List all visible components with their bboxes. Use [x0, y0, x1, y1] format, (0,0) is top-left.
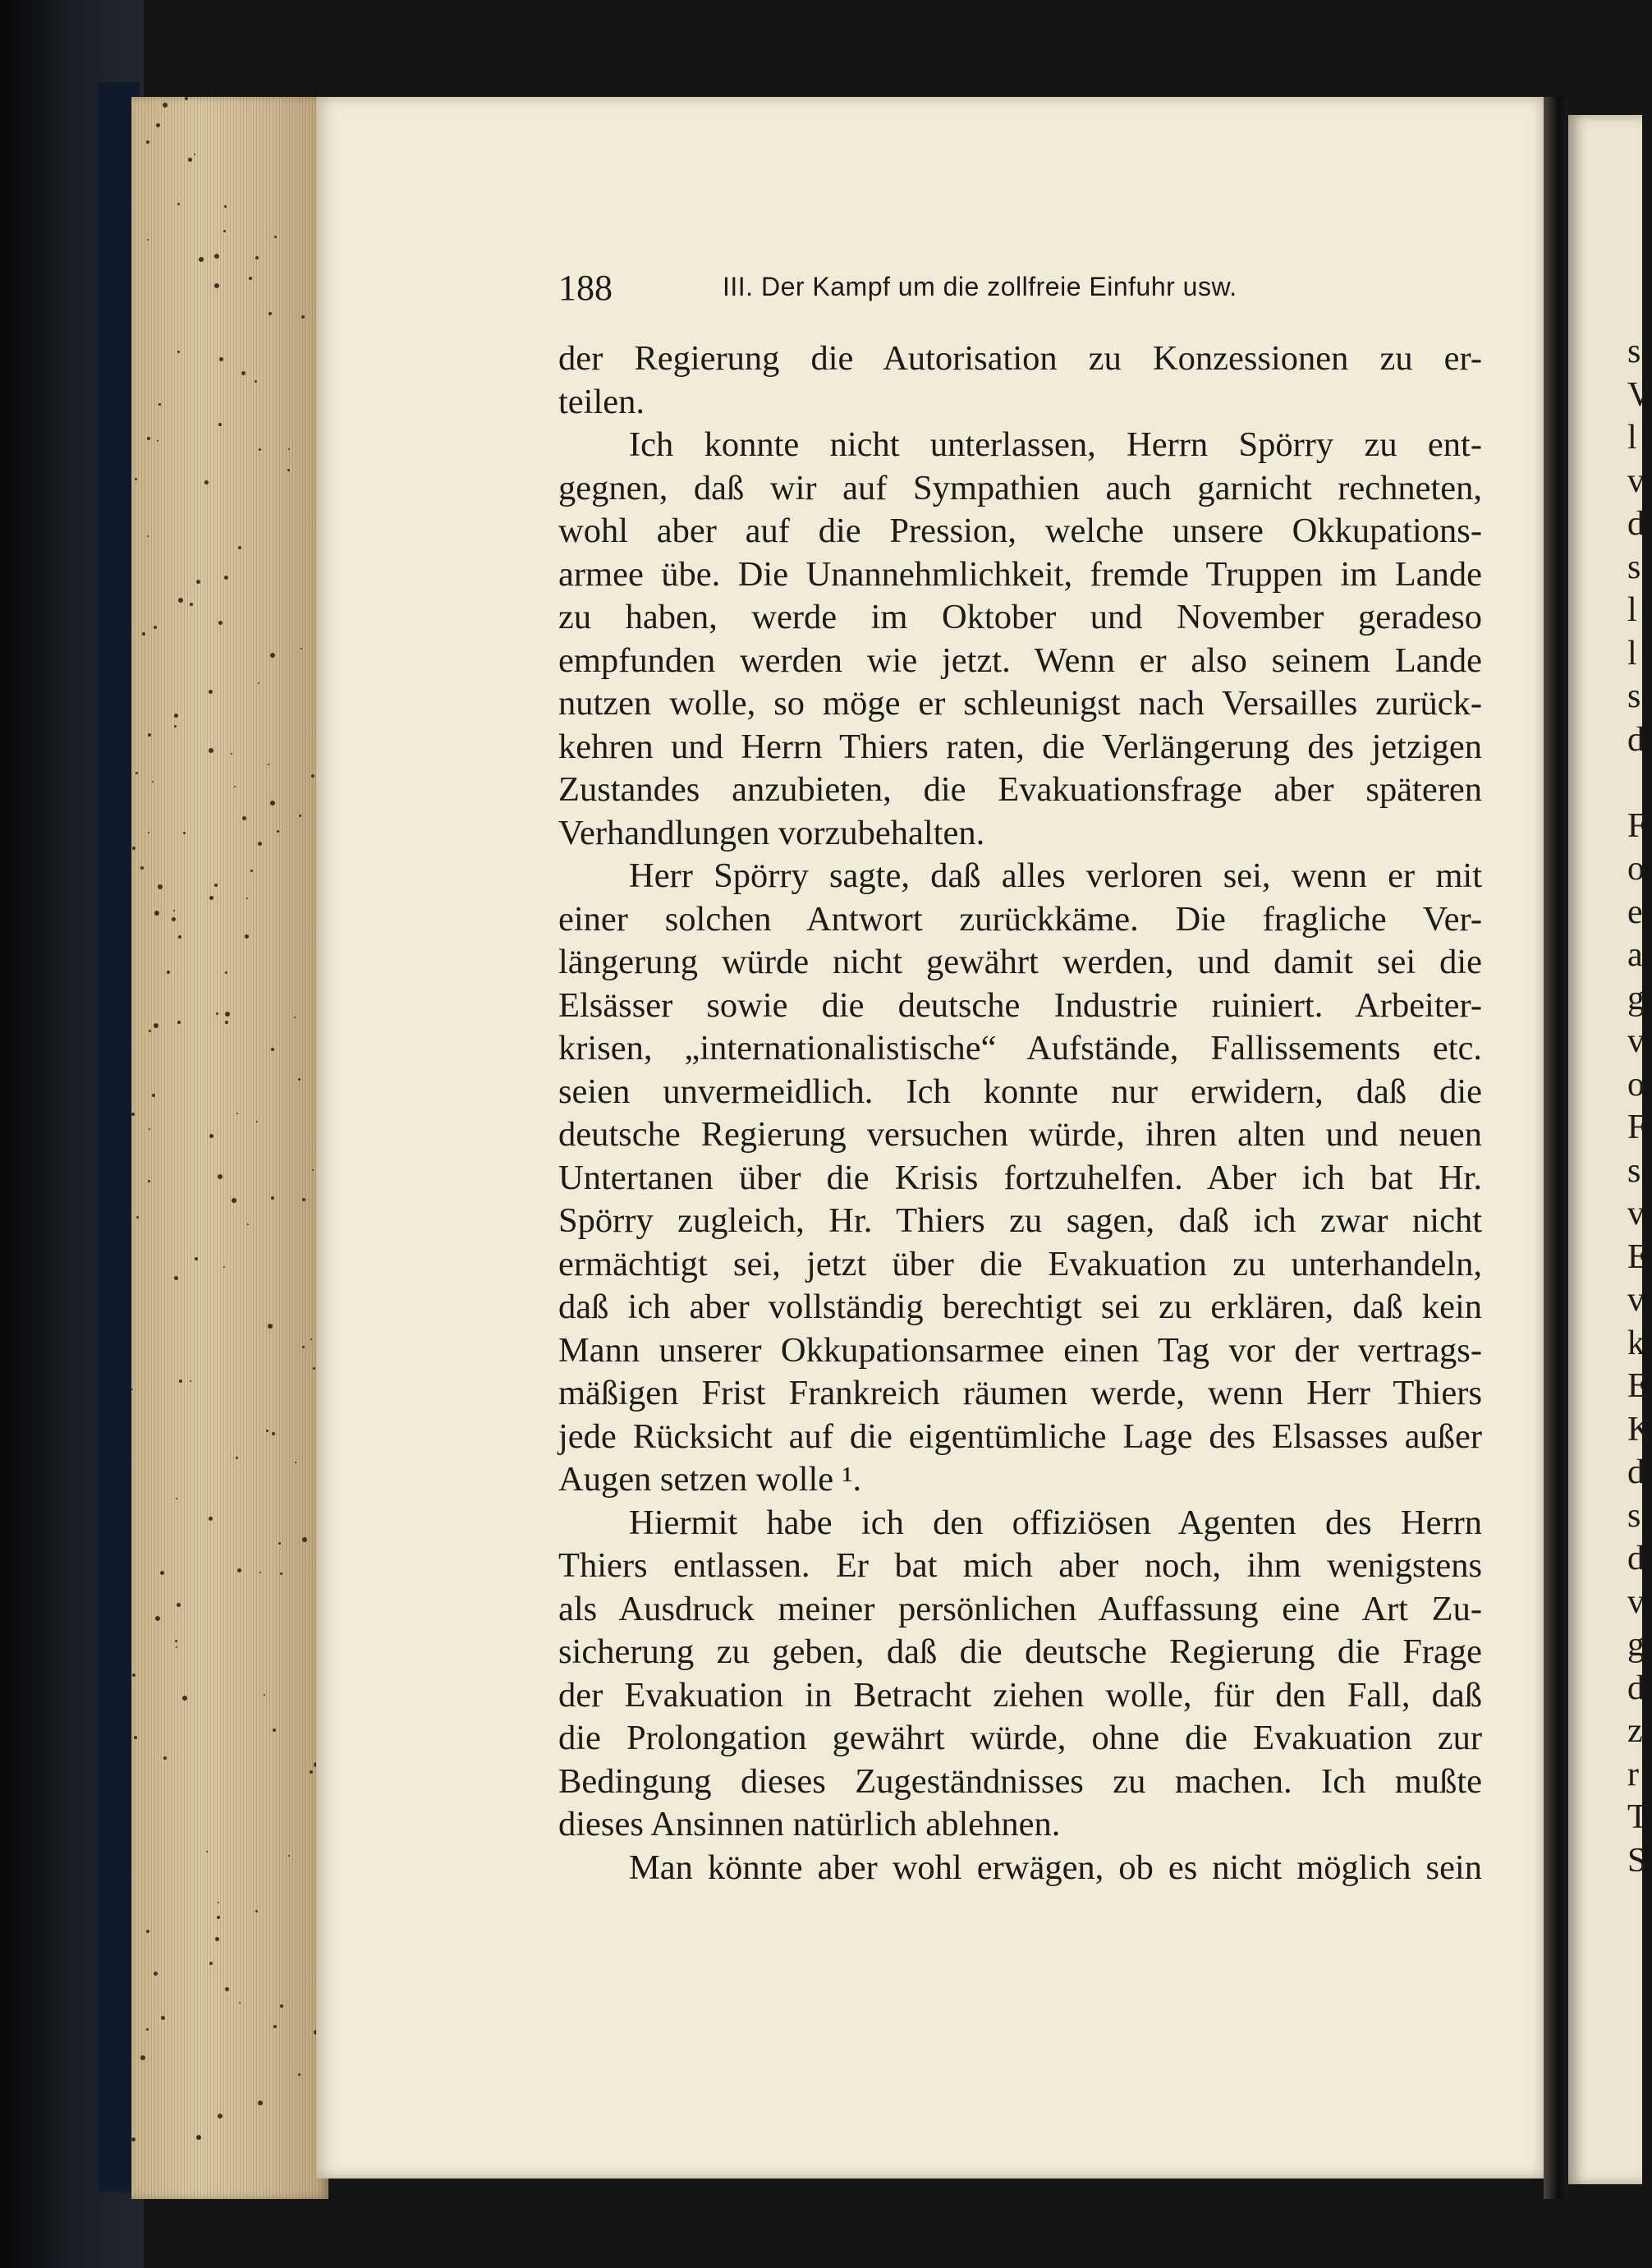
edge-speckle [177, 1603, 181, 1607]
edge-speckle [161, 2016, 165, 2020]
facing-page-fragment: o [1627, 1065, 1645, 1104]
edge-speckle [218, 1174, 223, 1179]
text-line: die Prolongation gewährt würde, ohne die Evakuation zur [558, 1719, 1482, 1757]
edge-speckle [176, 1646, 177, 1648]
edge-speckle [178, 935, 181, 939]
edge-speckle [302, 1198, 305, 1201]
edge-speckle [294, 1017, 296, 1018]
edge-speckle [155, 1616, 160, 1621]
edge-speckle [135, 478, 137, 480]
edge-speckle [214, 884, 218, 887]
edge-speckle [190, 603, 193, 606]
facing-page-fragment: s [1627, 548, 1641, 586]
text-line: kehren und Herrn Thiers raten, die Verlängerung des jetzigen [558, 727, 1482, 766]
edge-speckle [298, 2073, 301, 2076]
edge-speckle [258, 682, 259, 684]
text-line: als Ausdruck meiner persönlichen Auffassung eine Art Zu- [558, 1589, 1482, 1628]
text-line: gegnen, daß wir auf Sympathien auch garnicht rechneten, [558, 468, 1482, 507]
facing-page-fragment: g [1627, 1626, 1645, 1664]
edge-speckle [214, 283, 219, 288]
edge-speckle [216, 1012, 218, 1015]
text-line: Mann unserer Okkupationsarmee einen Tag vor der vertrags- [558, 1330, 1482, 1370]
edge-speckle [140, 2055, 145, 2060]
edge-speckle [255, 1910, 258, 1912]
edge-speckle [246, 898, 248, 899]
edge-speckle [299, 815, 301, 817]
edge-speckle [148, 733, 151, 737]
text-line: Elsässer sowie die deutsche Industrie ruiniert. Arbeiter- [558, 985, 1482, 1025]
facing-page-fragment: v [1627, 1582, 1645, 1621]
edge-speckle [142, 632, 145, 636]
book-cover-left [0, 0, 144, 2268]
facing-page-fragment: v [1627, 1022, 1645, 1060]
text-line: sicherung zu geben, daß die deutsche Regierung die Frage [558, 1632, 1482, 1671]
edge-speckle [182, 1696, 187, 1701]
edge-speckle [209, 690, 213, 694]
edge-speckle [179, 1380, 182, 1383]
edge-speckle [174, 725, 177, 728]
edge-speckle [238, 546, 241, 549]
edge-speckle [146, 140, 149, 144]
edge-speckle [287, 469, 290, 471]
edge-speckle [301, 315, 305, 319]
edge-speckle [177, 1021, 181, 1024]
book-gutter [1544, 97, 1568, 2199]
text-line: der Evakuation in Betracht ziehen wolle, für den Fall, daß [558, 1675, 1482, 1715]
text-line: einer solchen Antwort zurückkäme. Die fragliche Ver- [558, 899, 1482, 939]
edge-speckle [148, 1180, 150, 1182]
facing-page-edge [1568, 115, 1652, 2184]
edge-speckle [185, 97, 188, 100]
text-line: Ich konnte nicht unterlassen, Herrn Spörry zu ent- [629, 425, 1482, 464]
edge-speckle [242, 816, 246, 820]
text-line: teilen. [558, 382, 645, 421]
edge-speckle [209, 1962, 213, 1965]
edge-speckle [147, 535, 149, 537]
text-line: Hiermit habe ich den offiziösen Agenten des Herrn [629, 1503, 1482, 1542]
edge-speckle [295, 1462, 296, 1463]
edge-speckle [152, 781, 154, 783]
edge-speckle [196, 580, 200, 584]
facing-page-fragment: T [1627, 1798, 1649, 1836]
text-line: mäßigen Frist Frankreich räumen werde, wenn Herr Thiers [558, 1374, 1482, 1412]
text-line: Herr Spörry sagte, daß alles verloren sei, wenn er mit [629, 856, 1482, 895]
edge-speckle [204, 480, 209, 484]
edge-speckle [209, 1134, 213, 1138]
edge-speckle [177, 203, 180, 205]
edge-speckle [209, 748, 213, 753]
edge-speckle [131, 1113, 135, 1116]
edge-speckle [237, 1568, 241, 1572]
edge-speckle [223, 1266, 225, 1268]
edge-speckle [215, 1937, 219, 1941]
text-line: Untertanen über die Krisis fortzuhelfen. Aber ich bat Hr. [558, 1158, 1482, 1197]
edge-speckle [218, 621, 223, 625]
edge-speckle [135, 772, 138, 774]
text-line: deutsche Regierung versuchen würde, ihren alten und neuen [558, 1115, 1482, 1154]
facing-page-fragment: s [1627, 333, 1641, 370]
edge-speckle [131, 1389, 133, 1390]
facing-page-fragment: s [1627, 677, 1641, 715]
text-line: Thiers entlassen. Er bat mich aber noch, ihm wenigstens [558, 1546, 1482, 1585]
facing-page-fragment: v [1627, 1281, 1645, 1319]
edge-speckle [199, 257, 204, 262]
text-line: armee übe. Die Unannehmlichkeit, fremde Truppen im Lande [558, 554, 1482, 594]
facing-page-fragment: F [1627, 806, 1647, 845]
edge-speckle [218, 2114, 223, 2119]
edge-speckle [234, 786, 236, 787]
text-line: wohl aber auf die Pression, welche unsere Okkupations- [558, 512, 1482, 550]
facing-page-fragment: k [1627, 1324, 1645, 1362]
edge-speckle [271, 1196, 274, 1200]
edge-speckle [131, 2137, 135, 2142]
edge-speckle [206, 1851, 208, 1853]
text-line: Verhandlungen vorzubehalten. [558, 813, 985, 852]
facing-page-fragment: v [1627, 1195, 1645, 1233]
edge-speckle [301, 648, 302, 650]
edge-speckle [259, 448, 261, 451]
edge-speckle [214, 254, 219, 259]
edge-speckle [160, 1571, 164, 1575]
edge-speckle [209, 1517, 213, 1521]
edge-speckle [209, 896, 213, 900]
edge-speckle [310, 1770, 313, 1774]
facing-page-fragment: l [1627, 419, 1637, 457]
edge-speckle [175, 1640, 177, 1642]
text-line: ermächtigt sei, jetzt über die Evakuation zu unterhandeln, [558, 1244, 1482, 1283]
facing-page-fragment: z [1627, 1712, 1643, 1750]
facing-page-fragment: l [1627, 634, 1637, 673]
edge-speckle [154, 1023, 158, 1028]
edge-speckle [302, 1346, 305, 1348]
text-line: krisen, „internationalistische“ Aufstände, Fallissements etc. [558, 1029, 1482, 1067]
text-line: empfunden werden wie jetzt. Wenn er also seinem Lande [558, 640, 1482, 680]
edge-speckle [163, 103, 167, 108]
edge-speckle [310, 1338, 312, 1340]
edge-speckle [224, 205, 227, 208]
edge-speckle [278, 1542, 281, 1545]
edge-speckle [270, 801, 275, 806]
edge-speckle [255, 380, 257, 383]
edge-speckle [288, 1855, 290, 1857]
edge-speckle [225, 971, 227, 974]
edge-speckle [232, 1198, 236, 1203]
edge-speckle [224, 576, 228, 580]
edge-speckle [225, 1012, 230, 1017]
edge-speckle [140, 866, 144, 870]
edge-speckle [157, 440, 158, 442]
edge-speckle [183, 832, 186, 834]
edge-speckle [173, 910, 175, 911]
edge-speckle [270, 653, 275, 658]
facing-page-fragment: o [1627, 850, 1645, 888]
facing-page-fragment: V [1627, 375, 1652, 414]
edge-speckle [313, 1367, 315, 1370]
running-head: III. Der Kampf um die zollfreie Einfuhr usw. [723, 272, 1237, 301]
text-line: Man könnte aber wohl erwägen, ob es nicht möglich sein [629, 1848, 1482, 1887]
edge-speckle [280, 1572, 282, 1575]
edge-speckle [136, 1216, 139, 1219]
text-line: Bedingung dieses Zugeständnisses zu machen. Ich mußte [558, 1761, 1482, 1801]
edge-speckle [280, 2004, 283, 2008]
facing-page-fragment: e [1627, 893, 1643, 931]
edge-speckle [149, 1128, 150, 1130]
text-line: dieses Ansinnen natürlich ablehnen. [558, 1805, 1061, 1843]
edge-speckle [236, 1113, 238, 1114]
edge-speckle [247, 1224, 249, 1225]
text-line: Augen setzen wolle ¹. [558, 1460, 862, 1499]
edge-speckle [176, 1498, 177, 1499]
edge-speckle [195, 1257, 198, 1260]
edge-speckle [154, 911, 159, 916]
edge-speckle [258, 2100, 263, 2105]
facing-page-fragment: d [1627, 1669, 1645, 1707]
edge-speckle [147, 437, 150, 440]
text-line: Zustandes anzubieten, die Evakuationsfrage aber späteren [558, 770, 1482, 809]
edge-speckle [264, 1694, 265, 1696]
edge-speckle [256, 1121, 258, 1123]
edge-speckle [163, 1756, 167, 1760]
facing-page-fragment: S [1627, 1841, 1647, 1880]
facing-page-fragment: E [1627, 1237, 1649, 1276]
facing-page-fragment: r [1627, 1755, 1639, 1793]
edge-speckle [273, 2025, 277, 2028]
facing-page-fragment: F [1627, 1109, 1647, 1146]
edge-speckle [274, 236, 277, 238]
page-number: 188 [558, 268, 613, 308]
text-line: zu haben, werde im Oktober und November geradeso [558, 598, 1482, 636]
edge-speckle [190, 1380, 191, 1382]
facing-page-fragment: E [1627, 1367, 1649, 1405]
text-line: daß ich aber vollständig berechtigt sei zu erklären, daß kein [558, 1288, 1482, 1326]
facing-page-fragment: d [1627, 1453, 1645, 1491]
edge-speckle [288, 448, 290, 450]
edge-speckle [146, 1930, 149, 1933]
edge-speckle [236, 1457, 238, 1459]
facing-page-fragment: a [1627, 936, 1643, 974]
page-block-edges [131, 97, 328, 2199]
facing-page-fragment: K [1627, 1410, 1652, 1448]
edge-speckle [298, 1078, 301, 1081]
edge-speckle [255, 256, 259, 259]
edge-speckle [148, 832, 149, 833]
edge-speckle [268, 764, 269, 765]
text-line: jede Rücksicht auf die eigentümliche Lage des Elsasses außer [558, 1416, 1482, 1456]
edge-speckle [167, 971, 170, 974]
edge-speckle [147, 239, 149, 241]
edge-speckle [273, 1729, 276, 1732]
edge-speckle [268, 312, 272, 315]
edge-speckle [250, 870, 253, 872]
text-line: längerung würde nicht gewährt werden, und damit sei die [558, 943, 1482, 981]
edge-speckle [225, 1987, 229, 1991]
edge-speckle [239, 2002, 241, 2004]
edge-speckle [194, 154, 195, 155]
edge-speckle [149, 1030, 151, 1032]
edge-speckle [249, 277, 252, 280]
edge-speckle [134, 1736, 137, 1739]
edge-speckle [277, 830, 279, 833]
edge-speckle [172, 917, 176, 921]
edge-speckle [272, 1432, 275, 1435]
edge-speckle [152, 1094, 155, 1097]
edge-speckle [219, 357, 223, 361]
edge-speckle [241, 371, 246, 375]
edge-speckle [146, 2028, 149, 2031]
text-line: seien unvermeidlich. Ich konnte nur erwidern, daß die [558, 1072, 1482, 1111]
facing-page-fragment: s [1627, 1151, 1641, 1190]
edge-speckle [196, 2135, 201, 2140]
facing-page-fragment: d [1627, 505, 1645, 543]
edge-speckle [302, 1537, 307, 1542]
edge-speckle [132, 847, 135, 850]
facing-page-fragment: d [1627, 720, 1645, 759]
edge-speckle [311, 774, 314, 778]
edge-speckle [258, 842, 262, 846]
text-line: der Regierung die Autorisation zu Konzessionen zu er- [558, 339, 1482, 378]
facing-page-fragment: d [1627, 1540, 1645, 1577]
edge-speckle [158, 884, 163, 889]
text-line: Spörry zugleich, Hr. Thiers zu sagen, daß ich zwar nicht [558, 1201, 1482, 1240]
edge-speckle [259, 1572, 261, 1573]
edge-speckle [178, 598, 183, 603]
edge-speckle [174, 714, 178, 718]
edge-speckle [266, 1430, 268, 1432]
edge-speckle [271, 1048, 274, 1051]
facing-page-fragment: l [1627, 591, 1637, 629]
page-header [558, 267, 1486, 308]
edge-speckle [245, 934, 249, 939]
body-text [558, 337, 1482, 1889]
edge-speckle [174, 1276, 178, 1280]
edge-speckle [218, 1902, 219, 1903]
edge-speckle [188, 158, 192, 162]
edge-speckle [177, 351, 180, 353]
edge-speckle [154, 626, 157, 629]
edge-speckle [154, 1972, 158, 1976]
edge-speckle [158, 403, 161, 406]
edge-speckle [132, 1673, 135, 1677]
text-line: nutzen wolle, so möge er schleunigst nach Versailles zurück- [558, 684, 1482, 723]
edge-speckle [223, 230, 226, 232]
edge-speckle [312, 1169, 314, 1171]
facing-page-fragment: s [1627, 1496, 1641, 1535]
edge-speckle [156, 123, 160, 127]
edge-speckle [225, 1021, 228, 1024]
facing-page-fragment: g [1627, 979, 1645, 1017]
edge-speckle [217, 1916, 220, 1919]
facing-page-fragment: v [1627, 461, 1645, 500]
edge-speckle [218, 423, 222, 426]
edge-speckle [268, 1324, 273, 1329]
edge-speckle [231, 753, 232, 755]
